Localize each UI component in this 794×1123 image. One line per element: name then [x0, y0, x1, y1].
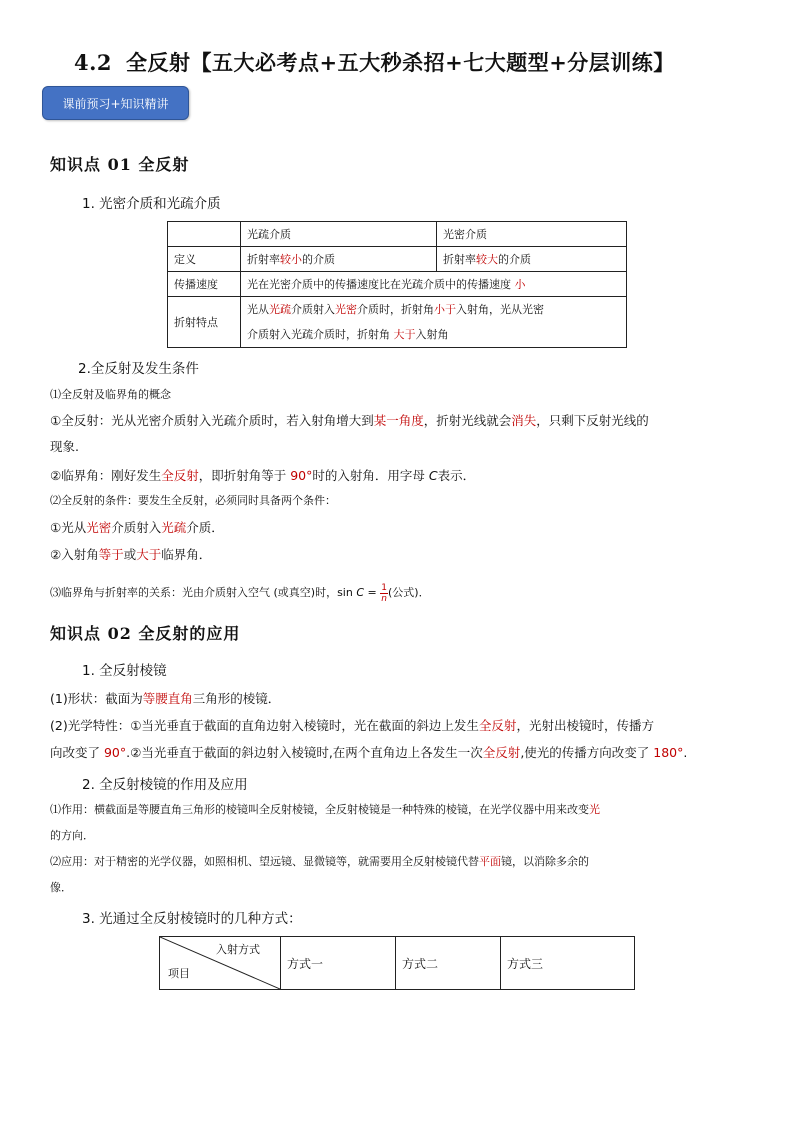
kp1-subheading-1: 1. 光密介质和光疏介质	[82, 196, 221, 212]
text: 或	[123, 547, 137, 562]
paragraph	[50, 797, 750, 823]
highlight-text: 光	[589, 803, 600, 816]
kp2-subheading-1: 1. 全反射棱镜	[82, 663, 167, 679]
table-cell: 方式二	[396, 937, 501, 990]
paragraph	[50, 408, 750, 434]
text: ⑶临界角与折射率的关系：光由介质射入空气 (或真空)时，sin	[50, 586, 357, 599]
highlight-text: 光疏	[161, 520, 187, 535]
paragraph	[50, 740, 750, 766]
table-cell: 光疏介质	[241, 222, 437, 247]
cell-text: 折射率	[247, 253, 280, 266]
highlight-text: 光密	[335, 303, 357, 316]
table-cell	[437, 247, 627, 272]
highlight-text: 全反射	[478, 718, 517, 733]
text: ②入射角	[50, 547, 99, 562]
kp1-subheading-2: 2.全反射及发生条件	[78, 361, 199, 377]
highlight-text: 光疏	[269, 303, 291, 316]
cell-text: 入射角，光从光密	[456, 303, 544, 316]
paragraph: ⑵全反射的条件：要发生全反射，必须同时具备两个条件：	[50, 494, 336, 507]
variable-c: C	[356, 586, 365, 599]
paragraph	[50, 542, 750, 568]
text: .	[683, 745, 688, 760]
table-cell: 定义	[168, 247, 241, 272]
table-row	[168, 222, 627, 247]
text: (公式)．	[387, 586, 430, 599]
medium-comparison-table	[167, 221, 627, 348]
text: ，即折射角等于	[198, 468, 291, 483]
highlight-text: 90°	[103, 745, 127, 760]
paragraph	[50, 686, 750, 712]
highlight-text: 消失	[511, 413, 537, 428]
prism-modes-table	[159, 936, 635, 990]
paragraph	[50, 849, 750, 875]
text: ⑴作用：横截面是等腰直角三角形的棱镜叫全反射棱镜，全反射棱镜是一种特殊的棱镜，在光学仪器中用来改变	[50, 803, 589, 816]
text: ①光从	[50, 520, 87, 535]
text: ①全反射：光从光密介质射入光疏介质时，若入射角增大到	[50, 413, 374, 428]
kp2-heading: 知识点 02 全反射的应用	[50, 624, 241, 643]
highlight-text: 小于	[434, 303, 456, 316]
table-cell	[241, 247, 437, 272]
table-row	[168, 247, 627, 272]
highlight-text: 180°	[653, 745, 684, 760]
kp1-heading: 知识点 01 全反射	[50, 155, 190, 174]
highlight-text: 90°	[290, 468, 313, 483]
text: 三角形的棱镜．	[192, 691, 281, 706]
highlight-text: 等腰直角	[142, 691, 193, 706]
kp2-subheading-2: 2. 全反射棱镜的作用及应用	[82, 777, 248, 793]
cell-text: 介质射入	[291, 303, 335, 316]
table-row	[168, 297, 627, 348]
paragraph: ⑴全反射及临界角的概念	[50, 388, 171, 401]
text: =	[364, 586, 381, 599]
variable-c: C	[428, 468, 438, 483]
text: ②临界角：刚好发生	[50, 468, 162, 483]
text: .②当光垂直于截面的斜边射入棱镜时,在两个直角边上各发生一次	[126, 745, 483, 760]
cell-text: 入射角	[415, 328, 449, 341]
table-cell: 方式一	[281, 937, 396, 990]
text: 向改变了	[50, 745, 104, 760]
table-cell	[241, 272, 627, 297]
paragraph: 现象.	[50, 439, 79, 454]
text: ,使光的传播方向改变了	[520, 745, 654, 760]
table-cell: 传播速度	[168, 272, 241, 297]
fraction	[380, 583, 388, 604]
diag-bottom-label: 项目	[168, 967, 190, 980]
highlight-text: 平面	[479, 855, 501, 868]
table-cell	[168, 222, 241, 247]
cell-text: 光从	[247, 303, 269, 316]
table-cell: 方式三	[501, 937, 635, 990]
table-cell: 折射特点	[168, 297, 241, 348]
denominator: n	[381, 593, 387, 604]
highlight-text: 大于	[393, 328, 416, 341]
cell-text: 的介质	[498, 253, 531, 266]
text: ，折射光线就会	[423, 413, 512, 428]
paragraph	[50, 578, 750, 608]
highlight-text: 较大	[476, 253, 498, 266]
text: ⑵应用：对于精密的光学仪器，如照相机、望远镜、显微镜等，就需要用全反射棱镜代替	[50, 855, 479, 868]
highlight-text: 等于	[98, 547, 124, 562]
text: 镜，以消除多余的	[501, 855, 589, 868]
text: 介质射入	[111, 520, 162, 535]
text: ，只剩下反射光线的	[536, 413, 649, 428]
paragraph: 的方向．	[50, 829, 94, 842]
paragraph	[50, 713, 750, 739]
section-title: 全反射【五大必考点+五大秒杀招+七大题型+分层训练】	[126, 50, 675, 75]
cell-text: 光在光密介质中的传播速度比在光疏介质中的传播速度	[247, 278, 515, 291]
table-row	[168, 272, 627, 297]
kp2-subheading-3: 3. 光通过全反射棱镜时的几种方式：	[82, 911, 302, 927]
text: 时的入射角．用字母	[312, 468, 429, 483]
numerator: 1	[381, 582, 387, 593]
paragraph	[50, 515, 750, 541]
highlight-text: 全反射	[482, 745, 521, 760]
page-title	[74, 47, 764, 77]
highlight-text: 大于	[136, 547, 162, 562]
cell-text: 的介质	[302, 253, 335, 266]
highlight-text: 全反射	[161, 468, 199, 483]
highlight-text: 某一角度	[373, 413, 424, 428]
highlight-text: 小	[514, 278, 526, 291]
cell-text: 折射率	[443, 253, 476, 266]
paragraph: 像．	[50, 881, 72, 894]
text: 表示．	[437, 468, 476, 483]
diagonal-header-cell	[160, 937, 281, 990]
text: (2)光学特性：①当光垂直于截面的直角边射入棱镜时，光在截面的斜边上发生	[50, 718, 479, 733]
text: 临界角．	[161, 547, 212, 562]
preview-badge: 课前预习+知识精讲	[42, 86, 189, 120]
table-cell: 光密介质	[437, 222, 627, 247]
text: 介质．	[186, 520, 224, 535]
text: ，光射出棱镜时，传播方	[516, 718, 654, 733]
section-number: 4.2	[74, 50, 113, 75]
diag-top-label: 入射方式	[216, 943, 260, 956]
table-cell	[241, 297, 627, 348]
highlight-text: 较小	[280, 253, 302, 266]
paragraph	[50, 463, 750, 489]
cell-text: 介质时，折射角	[357, 303, 434, 316]
text: (1)形状：截面为	[50, 691, 143, 706]
cell-text: 介质射入光疏介质时，折射角	[247, 328, 394, 341]
table-row	[160, 937, 635, 990]
highlight-text: 光密	[86, 520, 112, 535]
